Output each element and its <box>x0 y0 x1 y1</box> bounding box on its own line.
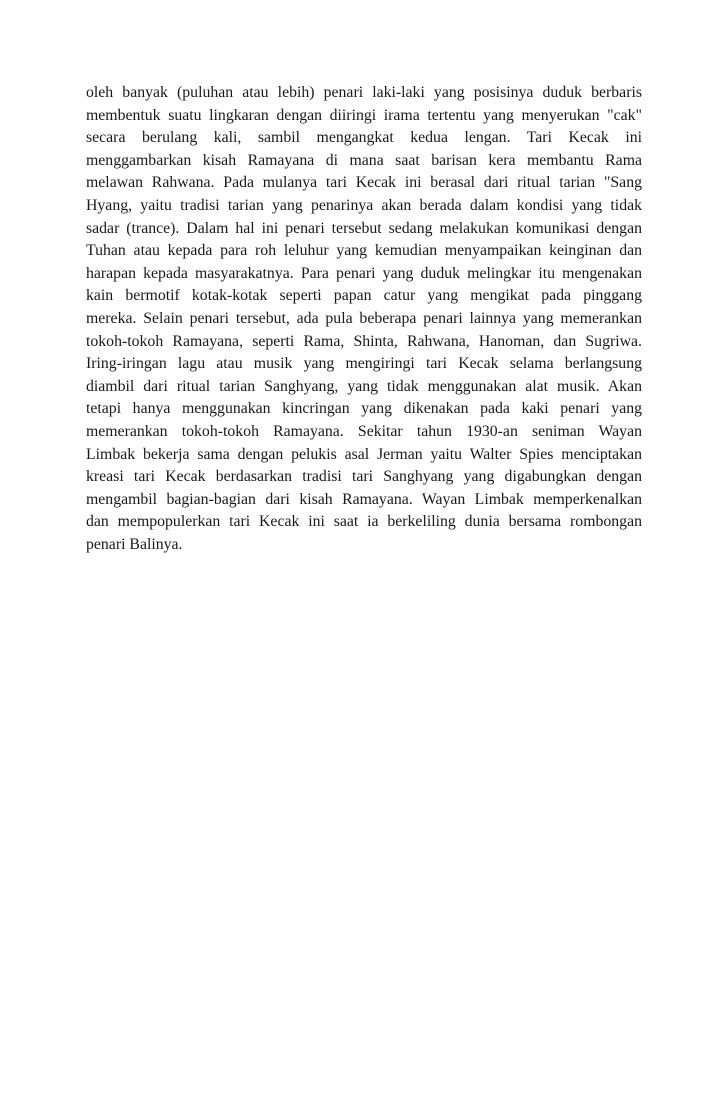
paragraph-line-10: kain bermotif kotak-kotak seperti papan catur yang mengikat pada pinggang <box>86 287 642 305</box>
paragraph-line-14: diambil dari ritual tarian Sanghyang, yang tidak menggunakan alat musik. Akan <box>86 377 642 395</box>
paragraph-line-5: melawan Rahwana. Pada mulanya tari Kecak ini berasal dari ritual tarian "Sang <box>86 174 642 192</box>
paragraph-line-18: kreasi tari Kecak berdasarkan tradisi tari Sanghyang yang digabungkan dengan <box>86 468 642 486</box>
paragraph-line-4: menggambarkan kisah Ramayana di mana saat barisan kera membantu Rama <box>86 151 642 169</box>
paragraph-line-21: penari Balinya. <box>86 535 183 553</box>
paragraph-line-2: membentuk suatu lingkaran dengan diiringi irama tertentu yang menyerukan "cak" <box>86 106 642 124</box>
paragraph-line-3: secara berulang kali, sambil mengangkat kedua lengan. Tari Kecak ini <box>86 129 642 147</box>
paragraph-line-15: tetapi hanya menggunakan kincringan yang dikenakan pada kaki penari yang <box>86 400 642 418</box>
paragraph-line-1: oleh banyak (puluhan atau lebih) penari laki-laki yang posisinya duduk berbaris <box>86 84 642 101</box>
paragraph-line-9: harapan kepada masyarakatnya. Para penari yang duduk melingkar itu mengenakan <box>86 264 642 282</box>
paragraph-line-20: dan mempopulerkan tari Kecak ini saat ia berkeliling dunia bersama rombongan <box>86 513 642 531</box>
paragraph-line-8: Tuhan atau kepada para roh leluhur yang kemudian menyampaikan keinginan dan <box>86 242 642 260</box>
paragraph-line-11: mereka. Selain penari tersebut, ada pula beberapa penari lainnya yang memerankan <box>86 309 642 327</box>
paragraph-line-19: mengambil bagian-bagian dari kisah Ramayana. Wayan Limbak memperkenalkan <box>86 490 642 508</box>
paragraph-line-12: tokoh-tokoh Ramayana, seperti Rama, Shinta, Rahwana, Hanoman, dan Sugriwa. <box>86 332 642 350</box>
body-paragraph <box>86 82 642 556</box>
paragraph-line-16: memerankan tokoh-tokoh Ramayana. Sekitar tahun 1930-an seniman Wayan <box>86 422 642 440</box>
paragraph-line-7: sadar (trance). Dalam hal ini penari tersebut sedang melakukan komunikasi dengan <box>86 219 642 237</box>
paragraph-line-17: Limbak bekerja sama dengan pelukis asal Jerman yaitu Walter Spies menciptakan <box>86 445 642 463</box>
paragraph-line-13: Iring-iringan lagu atau musik yang mengiringi tari Kecak selama berlangsung <box>86 355 642 373</box>
paragraph-line-6: Hyang, yaitu tradisi tarian yang penarinya akan berada dalam kondisi yang tidak <box>86 196 642 214</box>
